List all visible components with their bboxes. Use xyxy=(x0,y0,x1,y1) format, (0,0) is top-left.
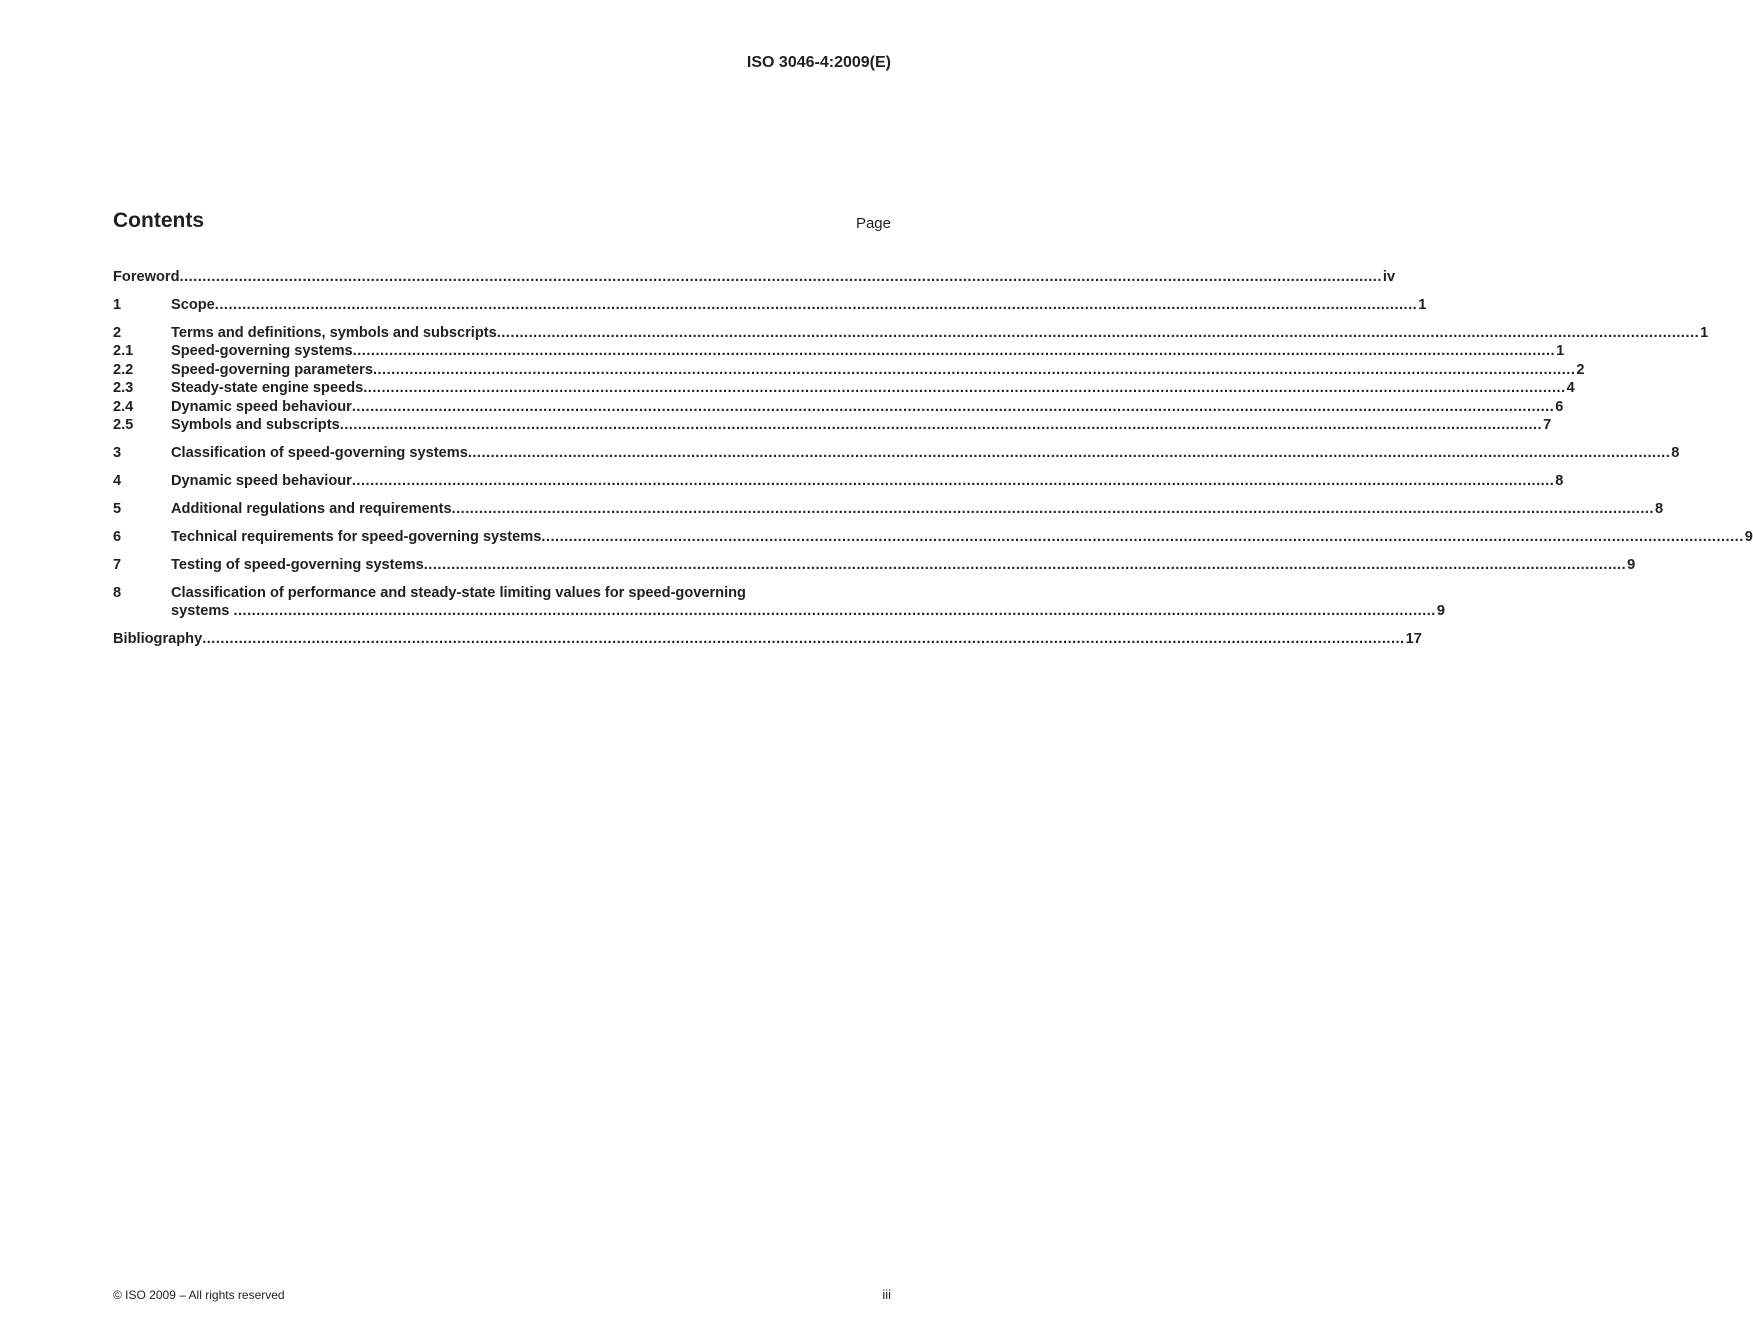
copyright-notice: © ISO 2009 – All rights reserved xyxy=(113,1288,285,1302)
toc-entry-title: Foreword xyxy=(113,269,180,285)
toc-entry-title: Testing of speed-governing systems xyxy=(171,557,424,574)
dot-leader xyxy=(352,398,1554,416)
toc-entry-2[interactable] xyxy=(113,324,1709,342)
toc-entry-foreword[interactable] xyxy=(113,268,1396,286)
toc-entry-number: 2.2 xyxy=(113,361,134,378)
toc-entry-5[interactable] xyxy=(113,500,1664,518)
toc-entry-title: Dynamic speed behaviour xyxy=(171,473,352,490)
toc-entry-page: 9 xyxy=(1744,529,1753,546)
toc-entry-page: 1 xyxy=(1700,325,1709,341)
dot-leader xyxy=(497,324,1699,342)
toc-entry-title: Symbols and subscripts xyxy=(171,417,340,434)
toc-entry-page: 9 xyxy=(1627,557,1636,574)
toc-entry-number: 2.4 xyxy=(113,398,134,415)
toc-entry-title-line2: systems xyxy=(171,603,230,620)
toc-entry-2-3[interactable] xyxy=(113,379,1575,397)
dot-leader xyxy=(424,556,1626,574)
toc-entry-title: Scope xyxy=(171,297,215,313)
toc-entry-number: 4 xyxy=(113,473,122,490)
toc-entry-page: 1 xyxy=(1556,343,1565,360)
toc-entry-title: Speed-governing systems xyxy=(171,343,353,360)
toc-entry-page: 17 xyxy=(1405,631,1422,648)
toc-entry-page: 4 xyxy=(1566,380,1575,397)
toc-entry-3[interactable] xyxy=(113,444,1680,462)
dot-leader xyxy=(353,342,1555,360)
toc-entry-title: Speed-governing parameters xyxy=(171,361,373,378)
dot-leader xyxy=(215,296,1417,314)
dot-leader xyxy=(452,500,1654,518)
toc-entry-number: 5 xyxy=(113,501,122,518)
toc-entry-title: Bibliography xyxy=(113,631,203,648)
toc-entry-7[interactable] xyxy=(113,556,1636,574)
toc-entry-4[interactable] xyxy=(113,472,1564,490)
toc-entry-2-4[interactable] xyxy=(113,398,1564,416)
toc-entry-number: 1 xyxy=(113,297,122,313)
toc-entry-title: Dynamic speed behaviour xyxy=(171,398,352,415)
dot-leader xyxy=(468,444,1670,462)
toc-entry-number: 2.5 xyxy=(113,417,134,434)
dot-leader xyxy=(352,472,1554,490)
dot-leader xyxy=(179,268,1381,286)
toc-entry-number: 2.1 xyxy=(113,343,134,360)
page-column-label: Page xyxy=(855,215,891,232)
toc-entry-number: 3 xyxy=(113,445,122,462)
toc-entry-title: Steady-state engine speeds xyxy=(171,380,364,397)
toc-entry-title: Technical requirements for speed-governing systems xyxy=(171,529,542,546)
toc-entry-number: 7 xyxy=(113,557,122,574)
toc-entry-page: 2 xyxy=(1576,361,1585,378)
toc-entry-title-line1: Classification of performance and steady-state limiting values for speed-governing xyxy=(171,585,746,602)
toc-entry-page: iv xyxy=(1382,269,1396,285)
toc-entry-page: 8 xyxy=(1555,473,1564,490)
dot-leader xyxy=(373,361,1575,379)
toc-entry-1[interactable] xyxy=(113,296,1427,314)
toc-entry-2-2[interactable] xyxy=(113,361,1585,379)
toc-entry-8[interactable] xyxy=(113,584,1445,621)
toc-entry-number: 2 xyxy=(113,325,122,341)
toc-entry-title: Additional regulations and requirements xyxy=(171,501,452,518)
toc-entry-page: 8 xyxy=(1654,501,1664,518)
toc-entry-page: 6 xyxy=(1555,398,1564,415)
toc-entry-2-5[interactable] xyxy=(113,416,1552,434)
dot-leader xyxy=(541,528,1743,546)
toc-entry-page: 8 xyxy=(1671,445,1680,462)
dot-leader xyxy=(363,379,1565,397)
toc-entry-title: Classification of speed-governing systems xyxy=(171,445,468,462)
dot-leader xyxy=(202,630,1404,648)
page-number: iii xyxy=(882,1287,891,1302)
toc-entry-page: 9 xyxy=(1436,603,1445,620)
toc-entry-number: 6 xyxy=(113,529,122,546)
toc-entry-number: 2.3 xyxy=(113,380,134,397)
toc-entry-page: 7 xyxy=(1543,417,1552,434)
document-id: ISO 3046-4:2009(E) xyxy=(746,54,891,71)
toc-entry-bibliography[interactable] xyxy=(113,630,1422,648)
dot-leader xyxy=(229,602,1435,620)
toc-entry-6[interactable] xyxy=(113,528,1753,546)
contents-heading: Contents xyxy=(113,209,204,232)
toc-entry-number: 8 xyxy=(113,585,122,602)
dot-leader xyxy=(340,416,1542,434)
toc-entry-2-1[interactable] xyxy=(113,342,1565,360)
toc-entry-page: 1 xyxy=(1418,297,1427,313)
table-of-contents xyxy=(113,268,1753,649)
toc-entry-title: Terms and definitions, symbols and subscripts xyxy=(171,325,497,341)
